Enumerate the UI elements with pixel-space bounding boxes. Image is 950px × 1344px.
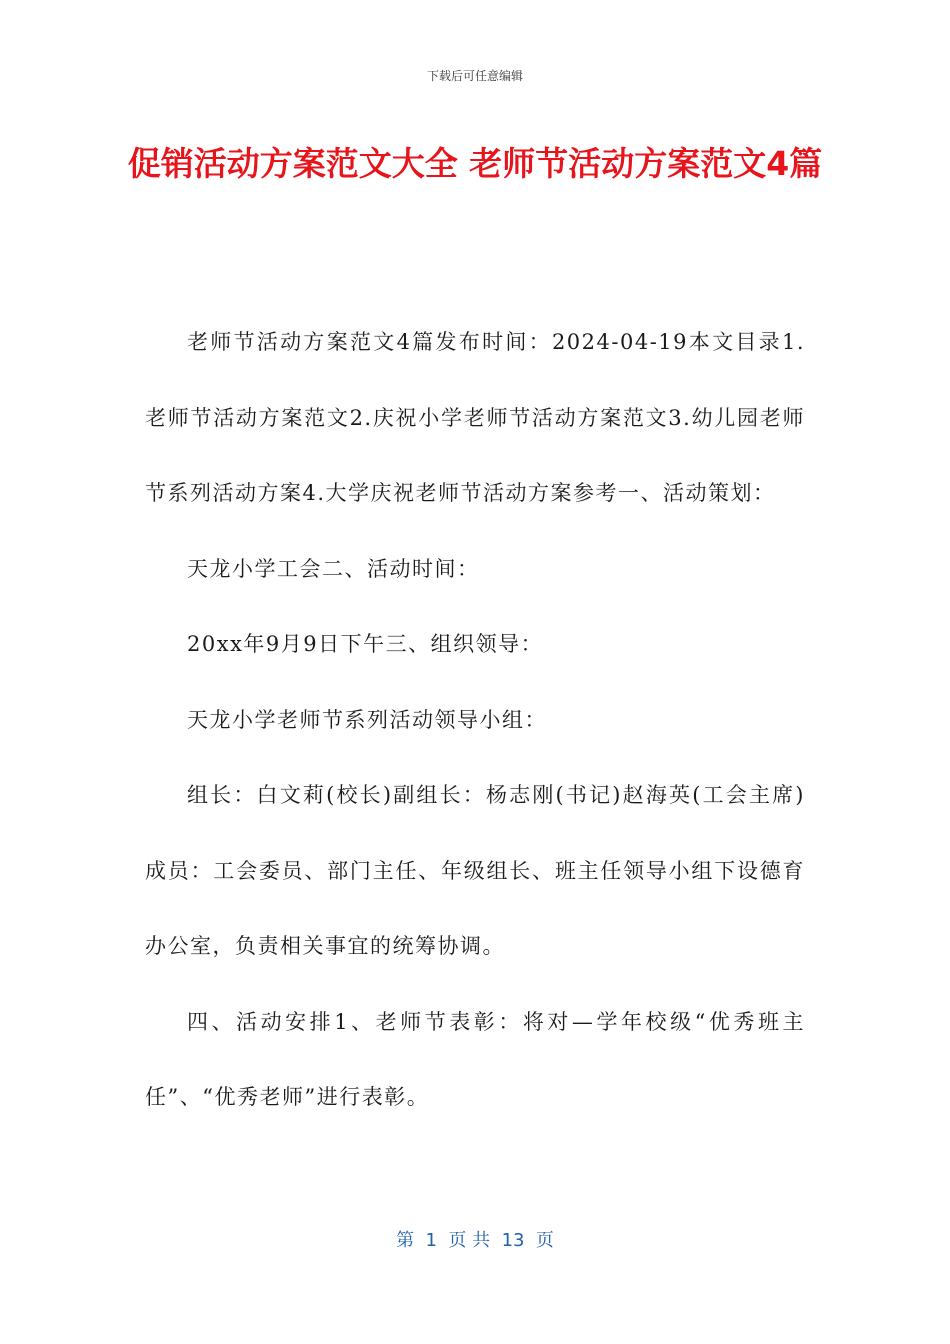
- document-title: 促销活动方案范文大全 老师节活动方案范文4篇: [127, 144, 823, 183]
- paragraph-arrangement: 四、活动安排1、老师节表彰：将对—学年校级“优秀班主任”、“优秀老师”进行表彰。: [145, 1009, 805, 1109]
- header-note: 下载后可任意编辑: [426, 69, 523, 83]
- paragraph-members: 组长：白文莉(校长)副组长：杨志刚(书记)赵海英(工会主席)成员：工会委员、部门主任、年级组长、班主任领导小组下设德育办公室，负责相关事宜的统筹协调。: [145, 783, 805, 958]
- paragraph-organizer: 天龙小学工会二、活动时间：: [187, 556, 480, 581]
- paragraph-time: 20xx年9月9日下午三、组织领导：: [187, 632, 544, 656]
- paragraph-intro: 老师节活动方案范文4篇发布时间：2024-04-19本文目录1.老师节活动方案范文2.庆祝小学老师节活动方案范文3.幼儿园老师节系列活动方案4.大学庆祝老师节活动方案参考一、活动策划：: [145, 330, 805, 505]
- paragraph-leadership-group: 天龙小学老师节系列活动领导小组：: [187, 707, 547, 732]
- page-number-footer: 第 1 页 共 13 页: [396, 1230, 554, 1251]
- document-body: [145, 305, 805, 1136]
